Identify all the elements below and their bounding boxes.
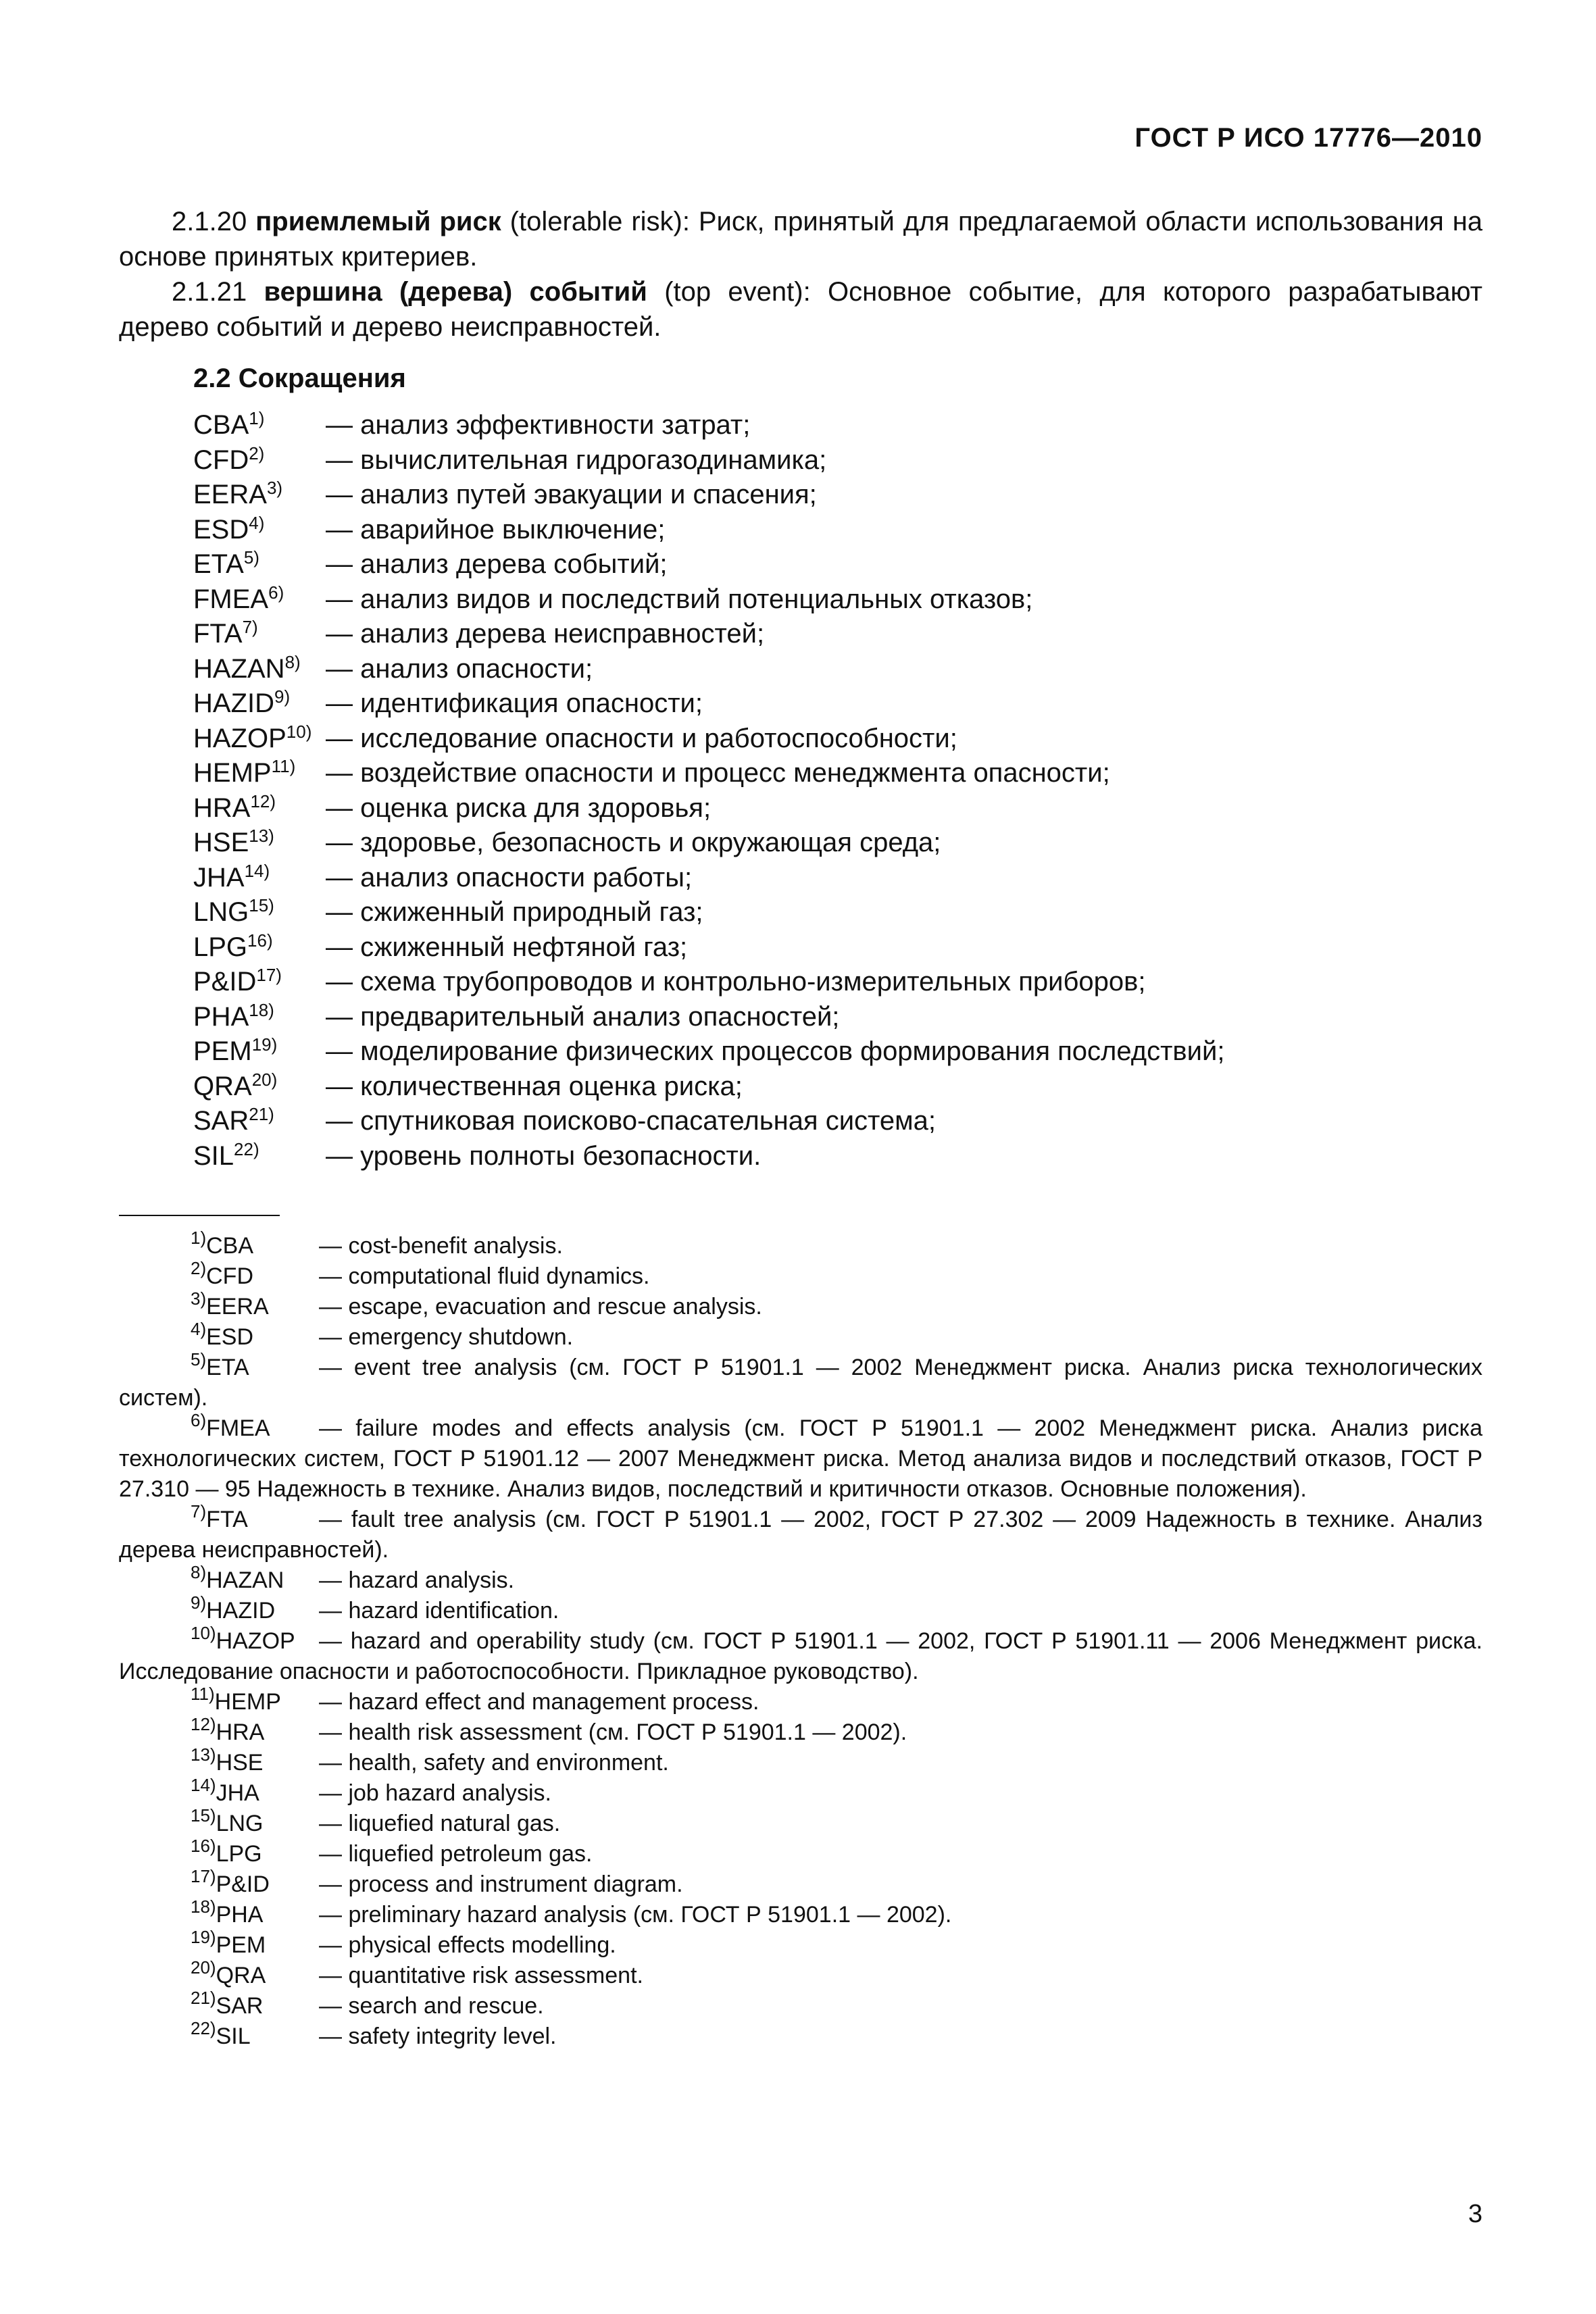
abbreviation-code bbox=[193, 513, 326, 548]
footnote-label bbox=[191, 1896, 319, 1930]
footnote-ref: 2) bbox=[191, 1258, 207, 1278]
footnote bbox=[119, 1228, 1482, 1261]
abbreviation-description: — сжиженный природный газ; bbox=[326, 897, 703, 927]
abbreviation-description: — уровень полноты безопасности. bbox=[326, 1140, 762, 1171]
footnote bbox=[119, 1988, 1482, 2021]
definition-2-1-20 bbox=[119, 204, 1482, 274]
footnote bbox=[119, 1836, 1482, 1869]
footnote bbox=[119, 1349, 1482, 1413]
footnote-ref: 8) bbox=[284, 651, 301, 672]
abbreviation-row bbox=[193, 408, 1477, 443]
abbreviation-code bbox=[193, 1000, 326, 1035]
footnote-label bbox=[191, 1988, 319, 2021]
abbreviation-description: — анализ путей эвакуации и спасения; bbox=[326, 480, 817, 509]
footnote-ref: 15) bbox=[249, 895, 274, 915]
footnote bbox=[119, 1714, 1482, 1748]
footnote-ref: 12) bbox=[250, 790, 276, 811]
footnote-ref: 5) bbox=[191, 1349, 207, 1369]
abbreviation-row bbox=[193, 513, 1477, 548]
abbreviation-code bbox=[193, 895, 326, 930]
abbreviation-code-text: JHA bbox=[193, 862, 245, 892]
footnote-ref: 1) bbox=[191, 1228, 207, 1248]
footnote bbox=[119, 1258, 1482, 1292]
abbreviation-row bbox=[193, 1000, 1477, 1035]
footnote-code: PEM bbox=[216, 1932, 266, 1958]
abbreviation-description: — предварительный анализ опасностей; bbox=[326, 1001, 840, 1032]
abbreviation-row bbox=[193, 826, 1477, 861]
abbreviation-description: — анализ дерева событий; bbox=[326, 549, 668, 579]
definition-number: 2.1.20 bbox=[172, 207, 247, 236]
abbreviation-description: — анализ видов и последствий потенциальных отказов; bbox=[326, 584, 1033, 614]
footnote-ref: 22) bbox=[234, 1138, 259, 1159]
footnote-ref: 7) bbox=[242, 617, 258, 637]
abbreviation-code-text: HAZID bbox=[193, 688, 274, 718]
abbreviation-code-text: CBA bbox=[193, 410, 249, 440]
footnote-ref: 10) bbox=[286, 721, 312, 742]
abbreviation-description: — здоровье, безопасность и окружающая среда; bbox=[326, 828, 941, 857]
abbreviation-code bbox=[193, 547, 326, 582]
page-number: 3 bbox=[1468, 2200, 1482, 2228]
footnote-ref: 5) bbox=[243, 547, 259, 568]
definition-text: (top event): Основное событие, для которого разрабатывают дерево событий и дерево неисправностей. bbox=[119, 277, 1482, 342]
footnote-code: ETA bbox=[206, 1355, 249, 1380]
footnote-ref: 2) bbox=[249, 443, 265, 463]
footnote bbox=[119, 1866, 1482, 1900]
footnote bbox=[119, 1592, 1482, 1626]
footnote-ref: 15) bbox=[191, 1805, 216, 1826]
abbreviation-code-text: ETA bbox=[193, 549, 244, 579]
footnote-ref: 20) bbox=[251, 1069, 278, 1090]
footnote-text: — fault tree analysis (см. ГОСТ Р 51901.1 — 2002, ГОСТ Р 27.302 — 2009 Надежность в технике. Анализ дерева неисправностей). bbox=[119, 1507, 1482, 1563]
definition-number: 2.1.21 bbox=[172, 277, 247, 307]
abbreviation-code bbox=[193, 722, 326, 757]
footnote-label bbox=[191, 1927, 319, 1961]
footnote bbox=[119, 1957, 1482, 1991]
footnote-ref: 9) bbox=[274, 686, 291, 707]
footnote-text: — hazard and operability study (см. ГОСТ Р 51901.1 — 2002, ГОСТ Р 51901.11 — 2006 Менеджмент риска. Исследование опасности и работоспособности. Прикладное руководство). bbox=[119, 1628, 1482, 1684]
footnote-code: SAR bbox=[216, 1993, 264, 2019]
footnote-ref: 12) bbox=[191, 1714, 216, 1734]
abbreviation-code bbox=[193, 791, 326, 826]
footnote-text: — physical effects modelling. bbox=[319, 1932, 616, 1958]
footnote-label bbox=[191, 1319, 319, 1353]
definition-term: вершина (дерева) событий bbox=[264, 277, 647, 307]
footnote-ref: 22) bbox=[191, 2018, 216, 2038]
footnote-label bbox=[191, 1957, 319, 1991]
abbreviation-description: — аварийное выключение; bbox=[326, 514, 666, 545]
footnote bbox=[119, 1896, 1482, 1930]
abbreviation-code bbox=[193, 617, 326, 652]
abbreviation-row bbox=[193, 478, 1477, 513]
footnote-text: — search and rescue. bbox=[319, 1993, 544, 2019]
abbreviation-code-text: PHA bbox=[193, 1001, 249, 1032]
footnote-ref: 18) bbox=[191, 1896, 216, 1917]
abbreviation-row bbox=[193, 547, 1477, 582]
footnote-text: — failure modes and effects analysis (см. ГОСТ Р 51901.1 — 2002 Менеджмент риска. Анализ риска технологических систем, ГОСТ Р 51901.12 — 2007 Менеджмент риска. Метод анализа видов и последствий отказов, ГОСТ Р 27.310 — 95 Надежность в технике. Анализ видов, последствий и критичности отказов. Основные положения). bbox=[119, 1415, 1482, 1502]
definition-2-1-21 bbox=[119, 274, 1482, 345]
footnote-code: HRA bbox=[216, 1719, 265, 1745]
abbreviation-code-text: PEM bbox=[193, 1036, 252, 1066]
abbreviation-code-text: HEMP bbox=[193, 758, 272, 788]
abbreviation-code-text: LPG bbox=[193, 932, 248, 962]
footnote-code: ESD bbox=[206, 1324, 254, 1350]
footnote-ref: 6) bbox=[268, 582, 284, 603]
footnote-code: HEMP bbox=[214, 1689, 281, 1715]
footnote-ref: 9) bbox=[191, 1592, 207, 1613]
footnote-ref: 16) bbox=[247, 930, 273, 951]
abbreviation-description: — моделирование физических процессов формирования последствий; bbox=[326, 1036, 1225, 1066]
footnote-code: SIL bbox=[216, 2023, 251, 2049]
footnote bbox=[119, 1927, 1482, 1961]
footnote-label bbox=[191, 1592, 319, 1626]
abbreviation-code-text: HRA bbox=[193, 793, 251, 823]
abbreviation-row bbox=[193, 722, 1477, 757]
abbreviation-row bbox=[193, 443, 1477, 478]
abbreviation-code bbox=[193, 686, 326, 722]
abbreviation-code-text: CFD bbox=[193, 445, 249, 475]
section-title: 2.2 Сокращения bbox=[193, 363, 406, 393]
abbreviation-description: — спутниковая поисково-спасательная система; bbox=[326, 1106, 937, 1136]
footnote-ref: 20) bbox=[191, 1957, 216, 1978]
abbreviation-description: — сжиженный нефтяной газ; bbox=[326, 932, 688, 962]
footnote-ref: 14) bbox=[191, 1775, 216, 1795]
footnote-text: — health risk assessment (см. ГОСТ Р 51901.1 — 2002). bbox=[319, 1719, 907, 1745]
footnote-ref: 6) bbox=[191, 1410, 207, 1430]
abbreviation-row bbox=[193, 1104, 1477, 1139]
footnote-text: — hazard analysis. bbox=[319, 1567, 515, 1593]
footnote bbox=[119, 1319, 1482, 1353]
footnote-text: — cost-benefit analysis. bbox=[319, 1233, 563, 1259]
footnote-divider bbox=[119, 1215, 280, 1216]
footnote-ref: 1) bbox=[249, 408, 265, 428]
footnote bbox=[119, 1562, 1482, 1596]
footnote-ref: 21) bbox=[191, 1988, 216, 2008]
footnote-ref: 18) bbox=[249, 999, 274, 1020]
abbreviation-row bbox=[193, 791, 1477, 826]
abbreviation-description: — количественная оценка риска; bbox=[326, 1071, 743, 1101]
footnote bbox=[119, 2018, 1482, 2052]
footnote-label bbox=[191, 1288, 319, 1322]
standard-header: ГОСТ Р ИСО 17776—2010 bbox=[1134, 123, 1482, 153]
definition-text: (tolerable risk): Риск, принятый для предлагаемой области использования на основе принятых критериев. bbox=[119, 207, 1482, 272]
abbreviation-code bbox=[193, 478, 326, 513]
footnote-code: EERA bbox=[206, 1294, 269, 1319]
footnote-code: HSE bbox=[216, 1750, 264, 1776]
footnote-label bbox=[191, 1501, 319, 1535]
abbreviation-row bbox=[193, 895, 1477, 930]
abbreviation-code-text: SIL bbox=[193, 1140, 234, 1171]
footnote bbox=[119, 1410, 1482, 1505]
abbreviation-code bbox=[193, 1139, 326, 1174]
footnote bbox=[119, 1744, 1482, 1778]
footnote-label bbox=[191, 1562, 319, 1596]
abbreviation-description: — анализ опасности; bbox=[326, 653, 593, 684]
abbreviation-code bbox=[193, 826, 326, 861]
abbreviation-code bbox=[193, 1104, 326, 1139]
footnote-ref: 17) bbox=[256, 965, 282, 985]
footnote-code: HAZOP bbox=[216, 1628, 295, 1654]
footnote-ref: 16) bbox=[191, 1836, 216, 1856]
abbreviation-description: — вычислительная гидрогазодинамика; bbox=[326, 445, 827, 475]
definition-term: приемлемый риск bbox=[255, 207, 501, 236]
footnote-code: PHA bbox=[216, 1902, 264, 1928]
footnote-code: P&ID bbox=[216, 1871, 270, 1897]
footnote-text: — quantitative risk assessment. bbox=[319, 1963, 643, 1988]
footnote bbox=[119, 1684, 1482, 1717]
abbreviation-list bbox=[193, 408, 1477, 1174]
abbreviation-description: — анализ дерева неисправностей; bbox=[326, 619, 765, 649]
footnote-text: — event tree analysis (см. ГОСТ Р 51901.1 — 2002 Менеджмент риска. Анализ риска технологических систем). bbox=[119, 1355, 1482, 1411]
abbreviation-code bbox=[193, 756, 326, 791]
footnote-text: — job hazard analysis. bbox=[319, 1780, 551, 1806]
footnote-ref: 8) bbox=[191, 1562, 207, 1582]
abbreviation-code-text: LNG bbox=[193, 897, 249, 927]
abbreviation-code bbox=[193, 1070, 326, 1105]
abbreviation-row bbox=[193, 930, 1477, 965]
abbreviation-description: — воздействие опасности и процесс менеджмента опасности; bbox=[326, 758, 1110, 788]
footnote-label bbox=[191, 1410, 319, 1444]
abbreviation-code bbox=[193, 1034, 326, 1070]
abbreviation-row bbox=[193, 652, 1477, 687]
footnote-text: — preliminary hazard analysis (см. ГОСТ Р 51901.1 — 2002). bbox=[319, 1902, 952, 1928]
abbreviation-code-text: HAZAN bbox=[193, 653, 285, 684]
abbreviation-code-text: SAR bbox=[193, 1106, 249, 1136]
footnote-ref: 11) bbox=[271, 756, 296, 776]
footnote-text: — process and instrument diagram. bbox=[319, 1871, 683, 1897]
footnote-label bbox=[191, 2018, 319, 2052]
abbreviation-row bbox=[193, 686, 1477, 722]
footnote-label bbox=[191, 1684, 319, 1717]
footnote-ref: 13) bbox=[191, 1744, 216, 1765]
footnote-label bbox=[191, 1258, 319, 1292]
abbreviation-code-text: FTA bbox=[193, 619, 243, 649]
footnote-label bbox=[191, 1623, 319, 1657]
footnote bbox=[119, 1288, 1482, 1322]
footnote bbox=[119, 1501, 1482, 1565]
footnote-ref: 21) bbox=[249, 1104, 274, 1124]
abbreviation-description: — идентификация опасности; bbox=[326, 688, 703, 718]
footnote-code: LPG bbox=[216, 1841, 262, 1867]
footnote-text: — emergency shutdown. bbox=[319, 1324, 574, 1350]
footnote-text: — escape, evacuation and rescue analysis. bbox=[319, 1294, 762, 1319]
footnote-ref: 14) bbox=[244, 860, 270, 881]
footnote-ref: 11) bbox=[191, 1684, 215, 1704]
footnote-ref: 4) bbox=[191, 1319, 207, 1339]
abbreviation-row bbox=[193, 582, 1477, 618]
footnote-label bbox=[191, 1744, 319, 1778]
footnote-label bbox=[191, 1805, 319, 1839]
abbreviation-description: — оценка риска для здоровья; bbox=[326, 793, 712, 823]
abbreviation-code bbox=[193, 582, 326, 618]
footnote-label bbox=[191, 1866, 319, 1900]
abbreviation-code bbox=[193, 652, 326, 687]
footnote-ref: 19) bbox=[251, 1034, 278, 1055]
footnote-code: HAZID bbox=[206, 1598, 276, 1624]
abbreviation-description: — исследование опасности и работоспособности; bbox=[326, 723, 957, 753]
abbreviation-code-text: ESD bbox=[193, 514, 249, 545]
footnote-ref: 13) bbox=[249, 826, 274, 846]
footnote-code: JHA bbox=[216, 1780, 259, 1806]
footnote-label bbox=[191, 1349, 319, 1383]
abbreviation-code-text: QRA bbox=[193, 1071, 252, 1101]
footnote-label bbox=[191, 1228, 319, 1261]
footnote-code: FMEA bbox=[206, 1415, 270, 1441]
abbreviation-row bbox=[193, 965, 1477, 1000]
footnote-text: — hazard effect and management process. bbox=[319, 1689, 759, 1715]
abbreviation-code-text: P&ID bbox=[193, 967, 257, 997]
footnote-ref: 3) bbox=[191, 1288, 207, 1309]
footnote-text: — health, safety and environment. bbox=[319, 1750, 669, 1776]
abbreviation-description: — схема трубопроводов и контрольно-измерительных приборов; bbox=[326, 967, 1146, 997]
footnote-code: QRA bbox=[216, 1963, 266, 1988]
footnote-ref: 17) bbox=[191, 1866, 216, 1886]
footnote-code: FTA bbox=[206, 1507, 248, 1532]
footnote-ref: 4) bbox=[249, 512, 265, 533]
footnote bbox=[119, 1775, 1482, 1809]
footnote-code: HAZAN bbox=[206, 1567, 284, 1593]
footnote-text: — hazard identification. bbox=[319, 1598, 559, 1624]
footnote-list bbox=[119, 1228, 1482, 2052]
abbreviation-code bbox=[193, 930, 326, 965]
footnote-text: — liquefied petroleum gas. bbox=[319, 1841, 593, 1867]
footnote-code: CBA bbox=[206, 1233, 254, 1259]
footnote-ref: 19) bbox=[191, 1927, 216, 1947]
footnote-label bbox=[191, 1714, 319, 1748]
abbreviation-row bbox=[193, 1034, 1477, 1070]
abbreviation-row bbox=[193, 861, 1477, 896]
abbreviation-row bbox=[193, 1070, 1477, 1105]
abbreviation-description: — анализ эффективности затрат; bbox=[326, 410, 751, 440]
abbreviation-code bbox=[193, 861, 326, 896]
abbreviation-code-text: FMEA bbox=[193, 584, 269, 614]
footnote-ref: 10) bbox=[191, 1623, 216, 1643]
abbreviation-code bbox=[193, 965, 326, 1000]
footnote-ref: 3) bbox=[266, 478, 283, 498]
abbreviation-code bbox=[193, 443, 326, 478]
abbreviation-row bbox=[193, 756, 1477, 791]
footnote-text: — computational fluid dynamics. bbox=[319, 1263, 650, 1289]
footnote bbox=[119, 1623, 1482, 1687]
footnote-ref: 7) bbox=[191, 1501, 207, 1521]
abbreviation-description: — анализ опасности работы; bbox=[326, 862, 693, 892]
footnote-code: LNG bbox=[216, 1811, 264, 1836]
footnote-label bbox=[191, 1836, 319, 1869]
abbreviation-code bbox=[193, 408, 326, 443]
footnote-text: — safety integrity level. bbox=[319, 2023, 557, 2049]
footnote-text: — liquefied natural gas. bbox=[319, 1811, 561, 1836]
abbreviation-code-text: EERA bbox=[193, 480, 267, 509]
abbreviation-row bbox=[193, 617, 1477, 652]
footnote bbox=[119, 1805, 1482, 1839]
footnote-code: CFD bbox=[206, 1263, 254, 1289]
abbreviation-code-text: HAZOP bbox=[193, 723, 286, 753]
footnote-label bbox=[191, 1775, 319, 1809]
abbreviation-row bbox=[193, 1139, 1477, 1174]
abbreviation-code-text: HSE bbox=[193, 828, 249, 857]
